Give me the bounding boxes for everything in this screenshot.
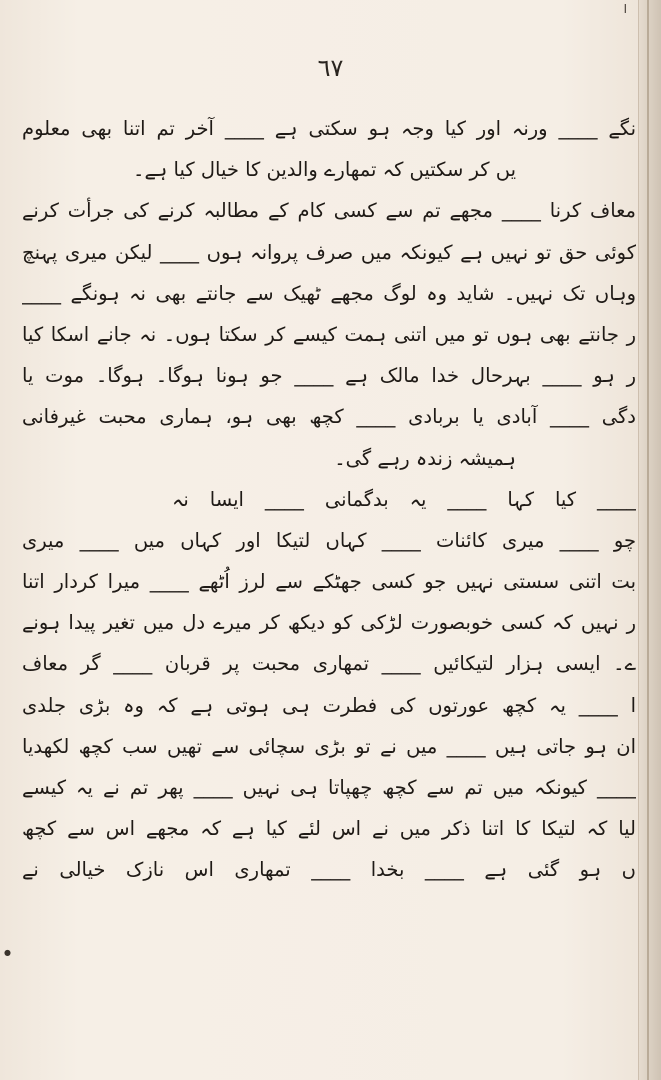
page-binding-edge <box>638 0 661 1080</box>
text-line: معاف کرنا ____ مجھے تم سے کسی کام کے مطالبہ کرنے کی جرأت کرنے <box>22 199 636 223</box>
text-line: یں کر سکتیں کہ تمھارے والدین کا خیال کیا ہے۔ <box>133 158 516 182</box>
text-line: دگی ____ آبادی یا بربادی ____ کچھ بھی ہو، ہماری محبت غیرفانی <box>22 405 636 429</box>
text-line: وہاں تک نہیں۔ شاید وہ لوگ مجھے ٹھیک سے جانتے بھی نہ ہونگے ____ <box>22 281 636 305</box>
text-line: کوئی حق تو نہیں ہے کیونکہ میں صرف پروانہ ہوں ____ لیکن میری پہنچ <box>22 240 636 264</box>
text-line: ا ____ یہ کچھ عورتوں کی فطرت ہی ہوتی ہے کہ وہ بڑی جلدی <box>22 693 636 717</box>
text-line: نگے ____ ورنہ اور کیا وجہ ہو سکتی ہے ____ آخر تم اتنا بھی معلوم <box>22 117 636 140</box>
text-line: ر جانتے بھی ہوں تو میں اتنی ہمت کیسے کر سکتا ہوں۔ نہ جانے اسکا کیا <box>22 322 636 346</box>
text-line: ں ہو گئی ہے ____ بخدا ____ تمھاری اس نازک خیالی نے <box>22 858 636 882</box>
text-line: لیا کہ لتیکا کا اتنا ذکر میں نے اس لئے کیا ہے کہ مجھے اس سے کچھ <box>22 817 636 841</box>
text-line: ے۔ ایسی ہزار لتیکائیں ____ تمھاری محبت پر قربان ____ گر معاف <box>22 652 636 676</box>
text-line: ان ہو جاتی ہیں ____ میں نے تو بڑی سچائی سے تھیں سب کچھ لکھدیا <box>22 734 636 758</box>
page-number: ٦٧ <box>317 54 344 82</box>
margin-dot: ● <box>4 948 11 957</box>
text-line: ر ہو ____ بہرحال خدا مالک ہے ____ جو ہونا ہوگا۔ ہوگا۔ موت یا <box>22 364 636 388</box>
text-line: ____ کیونکہ میں تم سے کچھ چھپاتا ہی نہیں ____ پھر تم نے یہ کیسے <box>22 776 636 799</box>
text-line: ر نہیں کہ کسی خوبصورت لڑکی کو دیکھ کر میرے دل میں تغیر پیدا ہونے <box>22 611 636 635</box>
body-text <box>22 108 636 891</box>
page-binding-line <box>647 0 649 1080</box>
text-line: بت اتنی سستی نہیں جو کسی جھٹکے سے لرز اُٹھے ____ میرا کردار اتنا <box>22 570 636 594</box>
text-line: ہمیشہ زندہ رہے گی۔ <box>334 446 516 470</box>
corner-mark: ا <box>623 2 627 16</box>
text-line: چو ____ میری کائنات ____ کہاں لتیکا اور کہاں میں ____ میری <box>22 528 636 552</box>
text-line: ____ کیا کہا ____ یہ بدگمانی ____ ایسا نہ <box>172 487 636 511</box>
